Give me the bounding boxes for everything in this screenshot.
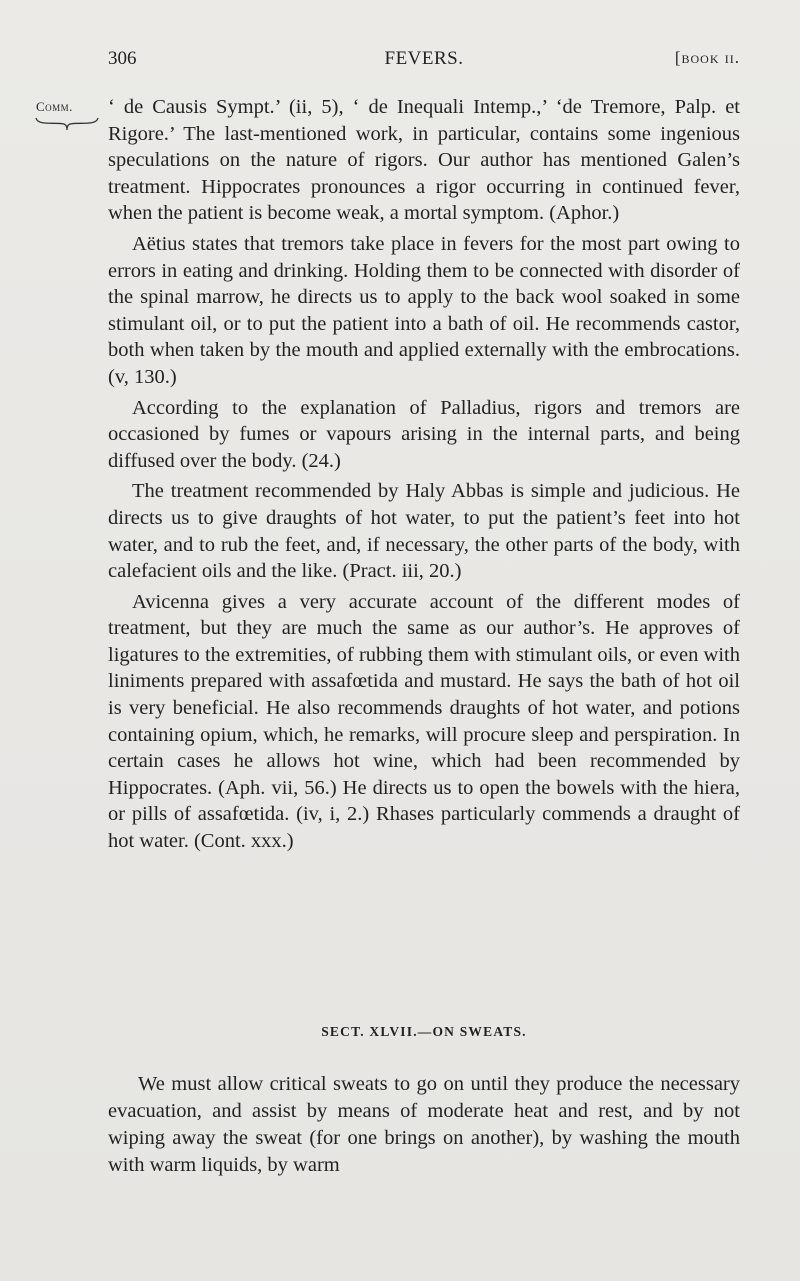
paragraph-3: According to the explanation of Palladius, rigors and tremors are occasioned by fumes or vapours arising in the internal parts, and being diffused over the body. (24.) — [108, 396, 740, 472]
margin-note: Comm. — [36, 99, 73, 114]
running-title: FEVERS. — [384, 48, 464, 69]
page-header — [108, 48, 740, 72]
section-text — [108, 1071, 740, 1179]
commentary-text — [108, 94, 740, 859]
margin-brace-icon — [34, 116, 100, 132]
section-paragraph: We must allow critical sweats to go on until they produce the necessary evacuation, and assist by means of moderate heat and rest, and by not wiping away the sweat (for one brings on another), by washing the mouth with warm liquids, by warm — [108, 1073, 740, 1176]
page-number: 306 — [108, 48, 137, 69]
book-label: [book ii. — [674, 48, 740, 67]
paragraph-1: ‘ de Causis Sympt.’ (ii, 5), ‘ de Inequali Intemp.,’ ‘de Tremore, Palp. et Rigore.’ The last-mentioned work, in particular, contains some ingenious speculations on the nature of rigors. Our author has mentioned Galen’s treatment. Hippocrates pronounces a rigor occurring in continued fever, when the patient is become weak, a mortal symptom. (Aphor.) — [108, 96, 740, 225]
paragraph-4: The treatment recommended by Haly Abbas is simple and judicious. He directs us to give draughts of hot water, to put the patient’s feet into hot water, and to rub the feet, and, if necessary, the other parts of the body, with calefacient oils and the like. (Pract. iii, 20.) — [108, 480, 740, 583]
paragraph-5: Avicenna gives a very accurate account of the different modes of treatment, but they are much the same as our author’s. He approves of ligatures to the extremities, of rubbing them with stimulant oils, or even with liniments prepared with assafœtida and mustard. He says the bath of hot oil is very beneficial. He also recommends draughts of hot water, and potions containing opium, which, he remarks, will procure sleep and perspiration. In certain cases he allows hot wine, which had been recommended by Hippocrates. (Aph. vii, 56.) He directs us to open the bowels with the hiera, or pills of assafœtida. (iv, i, 2.) Rhases particularly commends a draught of hot water. (Cont. xxx.) — [108, 590, 740, 853]
section-heading: SECT. XLVII.—ON SWEATS. — [321, 1024, 527, 1039]
paragraph-2: Aëtius states that tremors take place in fevers for the most part owing to errors in eating and drinking. Holding them to be connected with disorder of the spinal marrow, he directs us to apply to the back wool soaked in some stimulant oil, or to put the patient into a bath of oil. He recommends castor, both when taken by the mouth and applied externally with the embrocations. (v, 130.) — [108, 232, 740, 388]
